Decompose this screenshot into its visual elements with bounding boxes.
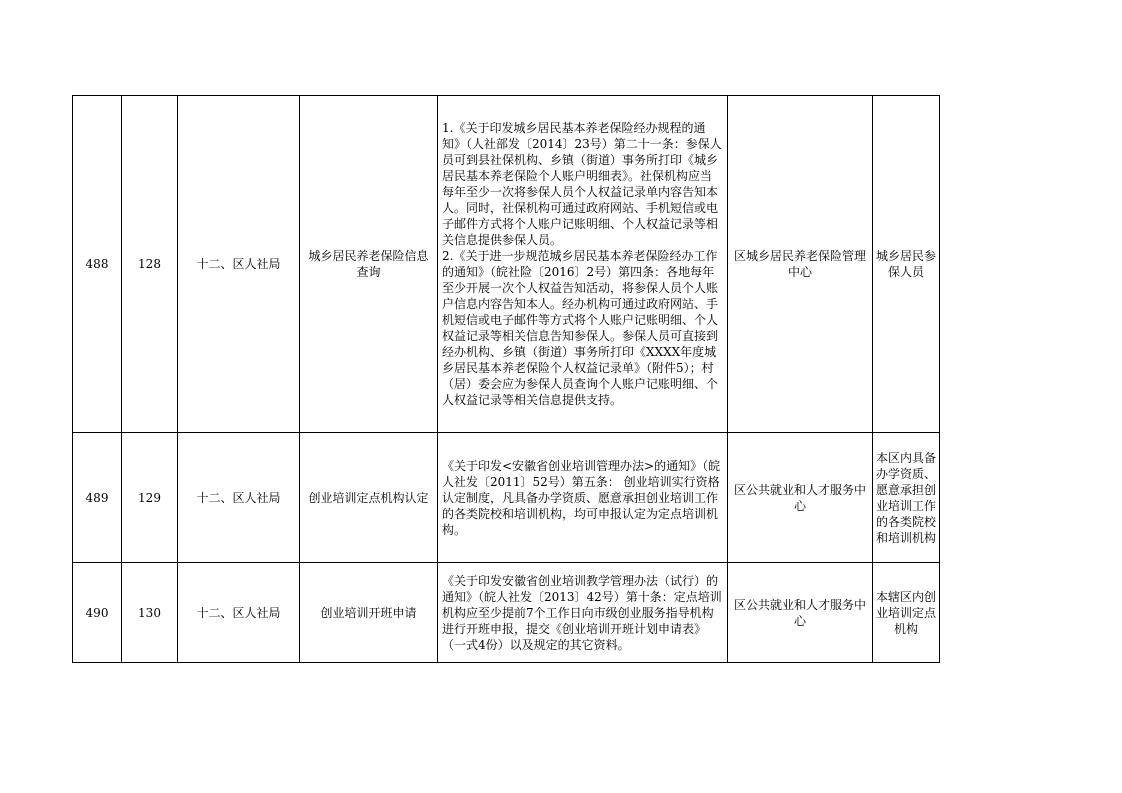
service-target-cell: 城乡居民参保人员 <box>873 96 940 433</box>
seq-cell: 488 <box>73 96 122 433</box>
item-name-cell: 创业培训定点机构认定 <box>300 433 438 563</box>
sub-seq-cell: 128 <box>122 96 178 433</box>
legal-basis-paragraph: 1.《关于印发城乡居民基本养老保险经办规程的通知》（人社部发〔2014〕23号）第二十一条：参保人员可到县社保机构、乡镇（街道）事务所打印《城乡居民基本养老保险个人账户明细表》。社保机构应当每年至少一次将参保人员个人权益记录单内容告知本人。同时，社保机构可通过政府网站、手机短信或电子邮件方式将个人账户记账明细、个人权益记录等相关信息提供参保人员。 <box>442 121 722 247</box>
seq-cell: 490 <box>73 563 122 663</box>
item-name-cell: 城乡居民养老保险信息查询 <box>300 96 438 433</box>
service-items-table <box>72 95 940 663</box>
table-row <box>73 563 940 663</box>
department-cell: 十二、区人社局 <box>178 563 300 663</box>
table-row <box>73 96 940 433</box>
department-cell: 十二、区人社局 <box>178 433 300 563</box>
legal-basis-cell <box>438 96 728 433</box>
legal-basis-paragraph: 2.《关于进一步规范城乡居民基本养老保险经办工作的通知》（皖社险〔2016〕2号）第四条：各地每年至少开展一次个人权益告知活动，将参保人员个人账户信息内容告知本人。经办机构可通过政府网站、手机短信或电子邮件等方式将个人账户记账明细、个人权益记录等相关信息告知参保人。参保人员可直接到经办机构、乡镇（街道）事务所打印《XXXX年度城乡居民基本养老保险个人权益记录单》（附件5）；村（居）委会应为参保人员查询个人账户记账明细、个人权益记录等相关信息提供支持。 <box>442 249 719 407</box>
sub-seq-cell: 130 <box>122 563 178 663</box>
legal-basis-paragraph: 《关于印发安徽省创业培训教学管理办法（试行）的通知》（皖人社发〔2013〕42号）第十条：定点培训机构应至少提前7个工作日向市级创业服务指导机构进行开班申报，提交《创业培训开班计划申请表》（一式4份）以及规定的其它资料。 <box>442 573 722 652</box>
implementing-body-cell: 区公共就业和人才服务中心 <box>728 563 873 663</box>
legal-basis-cell <box>438 563 728 663</box>
table-row <box>73 433 940 563</box>
service-target-cell: 本区内具备办学资质、愿意承担创业培训工作的各类院校和培训机构 <box>873 433 940 563</box>
seq-cell: 489 <box>73 433 122 563</box>
implementing-body-cell: 区公共就业和人才服务中心 <box>728 433 873 563</box>
legal-basis-paragraph: 《关于印发<安徽省创业培训管理办法>的通知》（皖人社发〔2011〕52号）第五条： 创业培训实行资格认定制度，凡具备办学资质、愿意承担创业培训工作的各类院校和培训机构，均可申报认定为定点培训机构。 <box>442 458 721 537</box>
item-name-cell: 创业培训开班申请 <box>300 563 438 663</box>
department-cell: 十二、区人社局 <box>178 96 300 433</box>
sub-seq-cell: 129 <box>122 433 178 563</box>
implementing-body-cell: 区城乡居民养老保险管理中心 <box>728 96 873 433</box>
legal-basis-cell <box>438 433 728 563</box>
service-target-cell: 本辖区内创业培训定点机构 <box>873 563 940 663</box>
